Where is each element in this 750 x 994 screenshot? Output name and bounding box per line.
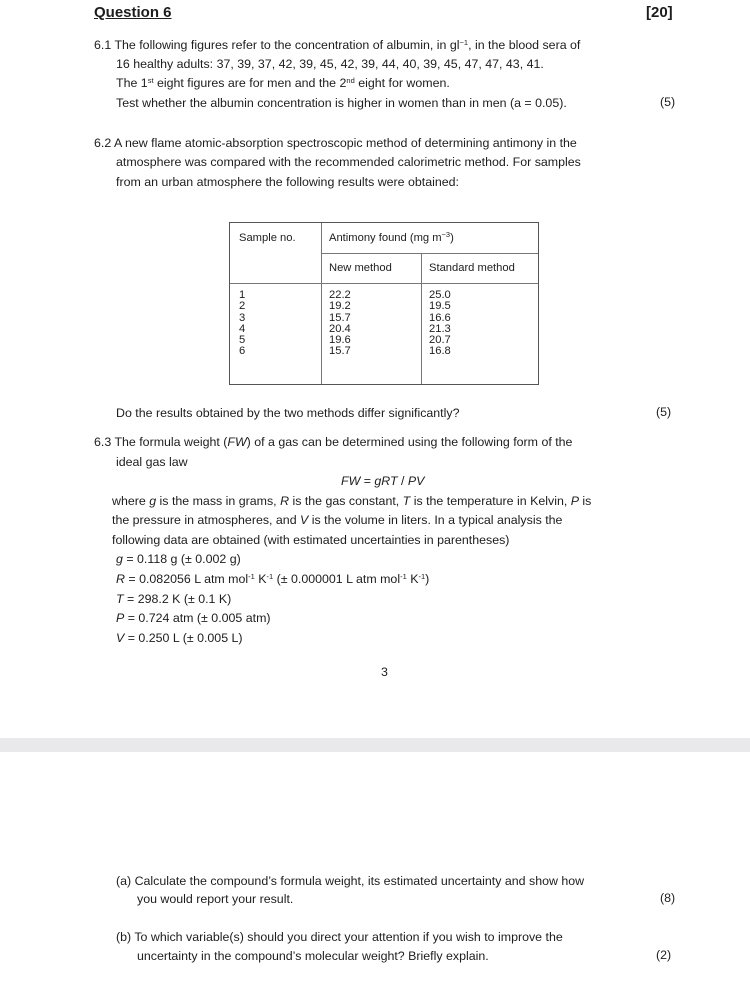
q6-1-marks: (5) xyxy=(660,95,676,109)
data-t: T = 298.2 K (± 0.1 K) xyxy=(116,592,232,606)
q6-2-line-1: 6.2 A new flame atomic-absorption spectroscopic method of determining antimony in the xyxy=(94,136,577,150)
table-header-sample: Sample no. xyxy=(239,232,296,244)
q6-3-line-2: ideal gas law xyxy=(116,455,188,469)
table-header-standard-method: Standard method xyxy=(429,262,515,274)
table-cell: 16.8 xyxy=(429,345,451,358)
q6-3-desc-1: where g is the mass in grams, R is the gas constant, T is the temperature in Kelvin, P is xyxy=(112,494,592,508)
table-cell: 4 xyxy=(239,322,246,335)
data-p: P = 0.724 atm (± 0.005 atm) xyxy=(116,611,271,625)
data-r: R = 0.082056 L atm mol$^{-1}$ $K^{-1}$ (± 0.000001 L atm mol$^{-1}$ $K^{-1}$) xyxy=(116,572,430,586)
part-a-line-1: (a) Calculate the compound’s formula weight, its estimated uncertainty and show how xyxy=(116,874,585,888)
data-v: V = 0.250 L (± 0.005 L) xyxy=(116,631,243,645)
table-col-sample xyxy=(239,290,245,358)
q6-1-line-1: 6.1 The following figures refer to the concentration of albumin, in $gl^{-1}$, in the blood sera of xyxy=(94,38,581,52)
table-cell: 19.2 xyxy=(329,300,351,313)
document-page-2 xyxy=(0,752,750,994)
table-cell: 6 xyxy=(239,345,246,358)
table-cell: 5 xyxy=(239,334,246,347)
table-cell: 25.0 xyxy=(429,289,451,301)
part-a-line-2: you would report your result. xyxy=(137,892,294,906)
q6-3-desc-2: the pressure in atmospheres, and V is the volume in liters. In a typical analysis the xyxy=(112,513,563,527)
table-cell: 15.7 xyxy=(329,345,351,358)
part-b-line-2: uncertainty in the compound’s molecular weight? Briefly explain. xyxy=(137,949,489,963)
part-b-marks: (2) xyxy=(656,948,672,962)
gas-law-formula: FW = gRT / PV xyxy=(341,474,425,488)
q6-2-marks: (5) xyxy=(656,405,672,419)
table-header-new-method: New method xyxy=(329,262,392,274)
q6-1-line-3: The 1st eight figures are for men and the 2nd eight for women. xyxy=(116,76,450,90)
table-cell: 20.4 xyxy=(329,322,351,335)
q6-3-desc-3: following data are obtained (with estimated uncertainties in parentheses) xyxy=(112,533,510,547)
table-header-antimony: Antimony found (mg $m^{-3}$) xyxy=(329,230,454,244)
table-cell: 3 xyxy=(239,311,246,324)
q6-3-line-1: 6.3 The formula weight (FW) of a gas can be determined using the following form of the xyxy=(94,435,573,449)
table-cell: 2 xyxy=(239,300,246,313)
table-cell: 16.6 xyxy=(429,311,451,324)
q6-2-question: Do the results obtained by the two methods differ significantly? xyxy=(116,406,460,420)
part-a-marks: (8) xyxy=(660,891,676,905)
table-cell: 19.6 xyxy=(329,334,351,347)
table-col-standard-method xyxy=(429,290,451,358)
part-b-line-1: (b) To which variable(s) should you direct your attention if you wish to improve the xyxy=(116,930,563,944)
table-cell: 20.7 xyxy=(429,334,451,347)
table-cell: 1 xyxy=(239,289,246,301)
page-number: 3 xyxy=(381,665,388,679)
table-cell: 21.3 xyxy=(429,322,451,335)
data-g: g = 0.118 g (± 0.002 g) xyxy=(116,552,241,566)
antimony-table xyxy=(229,222,539,385)
question-title: Question 6 xyxy=(94,4,172,21)
q6-1-line-4: Test whether the albumin concentration is higher in women than in men (a = 0.05). xyxy=(116,96,567,110)
q6-2-line-3: from an urban atmosphere the following results were obtained: xyxy=(116,175,459,189)
table-col-new-method xyxy=(329,290,351,358)
table-cell: 19.5 xyxy=(429,300,451,313)
total-marks: [20] xyxy=(646,4,673,21)
table-cell: 15.7 xyxy=(329,311,351,324)
table-cell: 22.2 xyxy=(329,289,351,301)
q6-2-line-2: atmosphere was compared with the recommended calorimetric method. For samples xyxy=(116,155,581,169)
q6-1-line-2: 16 healthy adults: 37, 39, 37, 42, 39, 45, 42, 39, 44, 40, 39, 45, 47, 47, 43, 41. xyxy=(116,57,544,71)
